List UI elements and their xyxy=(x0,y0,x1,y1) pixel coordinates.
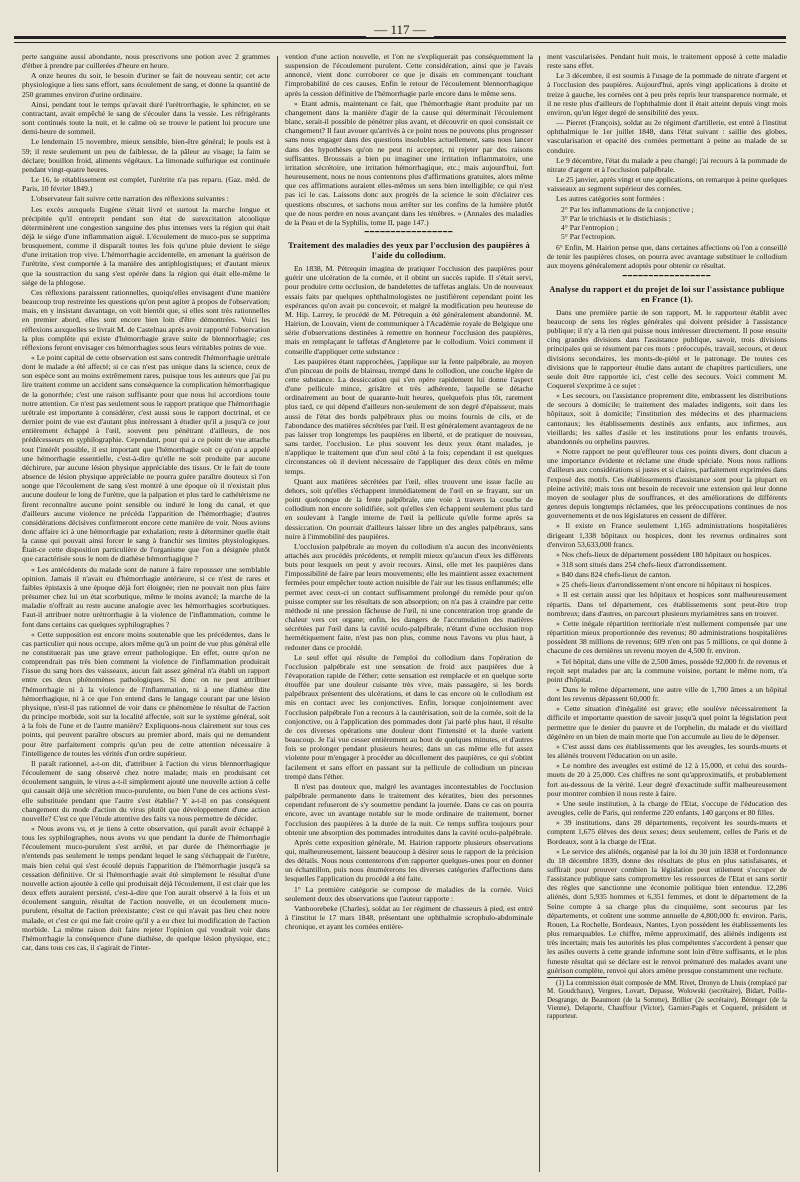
paragraph: » Cette situation d'inégalité est grave; elle soulève nécessairement la difficile et importante question de savoir jusqu'à quel point la législation peut permettre que le denier du pauvre et de l'orphelin, du malade et du vieillard dégénère en un bien de main morte que l'on accumule au lieu de le dépenser. xyxy=(547,704,787,741)
paragraph: perte sanguine aussi abondante, nous prescrivons une potion avec 2 grammes d'éther à prendre par cuillerées d'heure en heure. xyxy=(22,52,270,71)
paragraph: A onze heures du soir, le besoin d'uriner se fait de nouveau sentir; cet acte physiologique a lieu sans effort, sans écoulement de sang, et donne la quantité de 250 grammes environ d'urine ordinaire. xyxy=(22,71,270,99)
paragraph: En 1838, M. Pétrequin imagina de pratiquer l'occlusion des paupières pour guérir une ulcération de la cornée, et il obtint un succès rapide. Il s'était servi, pour produire cette occlusion, de bandelettes de taffetas anglais. Un de nouveaux essais faits par quelques ophthalmologistes ne justifièrent cependant point les espérances qu'on avait pu concevoir, et malgré la modification peu heureuse de M. Hip. Larrey, le procédé de M. Pétrequin a été généralement abandonné. M. Hairion, de Louvain, vient de communiquer à l'Académie royale de Belgique une série d'observations destinées à remettre en honneur l'occlusion des paupières, mais en remplaçant le taffetas d'Angleterre par le collodium. Voici comment il conseille d'appliquer cette substance : xyxy=(285,264,533,356)
paragraph: Le 25 janvier, après vingt et une applications, on remarque à peine quelques vaisseaux au segment supérieur des cornées. xyxy=(547,175,787,194)
footnote: (1) La commission était composée de MM. Rivet, Dronyn de Lhuis (remplacé par M. Goudchaux), Vergnes, Lovart, Depasse, Wolowski (secrétaire), Bidart, Poille-Desgrange, de Beaumont (de la Somme), Brillier (2e secrétaire), Bérenger (de la Vienne), Delaporte, Chauffour (Victor), Garnier-Pagès et Coquerel, président et rapporteur. xyxy=(547,978,787,1021)
page-number: — 117 — xyxy=(366,22,434,37)
list-item: 3° Par le trichiasis et le distichiasis ; xyxy=(561,213,671,223)
paragraph: Il n'est pas douteux que, malgré les avantages incontestables de l'occlusion palpébrale permanente dans le traitement des kératites, bien des personnes cependant refuseront de s'y soumettre pendant la journée. Dans ce cas on pourra encore, avec un avantage notable sur le mode ordinaire de traitement, borner l'occlusion des paupières à la durée de la nuit. Ce temps suffira toujours pour obtenir une absorption des pommades introduites dans la cavité oculo-palpébrale. xyxy=(285,781,533,837)
list-item: 4° Par l'entropion ; xyxy=(561,222,619,232)
paragraph: » 25 chefs-lieux d'arrondissement n'ont encore ni hôpitaux ni hospices. xyxy=(556,580,772,590)
paragraph: Quant aux matières sécrétées par l'œil, elles trouvent une issue facile au dehors, soit qu'elles s'échappent immédiatement de l'œil en se frayant, sur un point quelconque de la fente palpébrale, une voie à travers la couche de collodium non encore solidifiée, soit qu'elles s'en échappent seulement plus tard en soulevant à l'angle interne de l'œil la pellicule qu'elle forme après sa dessiccation. On pourrait d'ailleurs laisser libre un des angles palpébraux, sans nuire à l'immobilité des paupières. xyxy=(285,476,533,541)
paragraph: » 318 sont situés dans 254 chefs-lieux d'arrondissement. xyxy=(556,559,727,569)
section-separator: ━━━━━━━━━━━━━━━━━ xyxy=(622,271,712,280)
paragraph: L'observateur fait suivre cette narration des réflexions suivantes : xyxy=(31,194,229,204)
paragraph: » Il existe en France seulement 1,165 administrations hospitalières dirigeant 1,338 hôpitaux ou hospices, dont les revenus ordinaires sont d'environ 53,633,000 francs. xyxy=(547,521,787,549)
section-heading: Analyse du rapport et du projet de loi sur l'assistance publique en France (1). xyxy=(549,284,785,304)
column-1 xyxy=(22,52,270,953)
paragraph: » Une seule institution, à la charge de l'Etat, s'occupe de l'éducation des aveugles, celle de Paris, qui renferme 220 enfants, 140 garçons et 80 filles. xyxy=(547,798,787,818)
section-heading: Traitement des maladies des yeux par l'occlusion des paupières à l'aide du collodium. xyxy=(288,241,530,261)
paragraph: » Tel hôpital, dans une ville de 2,500 âmes, possède 92,000 fr. de revenus et reçoit sept malades par an; la commune voisine, portant le même nom, n'a point d'hôpital. xyxy=(547,656,787,684)
paragraph: » Etant admis, maintenant ce fait, que l'hémorrhagie étant produite par un changement dans la manière d'agir de la cause qui déterminait l'écoulement blanc, serait-il possible de pénétrer plus avant, et découvrir en quoi consistait ce changement? Il faut avouer qu'arrivés à ce point nous ne pouvons plus progresser sans nous engager dans des questions insolubles actuellement, sans nous lancer dans des hypothèses qu'on ne peut ni accepter, ni rejeter par des raisons suffisantes. Broussais a bien pu imaginer une irritation inflammatoire, une irritation sécrétoire, une irritation hémorrhagique, etc.; mais aujourd'hui, fort heureusement, nous ne nous contentons plus d'affirmations gratuites, alors même que ces affirmations auraient elles-mêmes un sens bien intelligible; ce qui n'est pas ici le cas. Laissons donc aux progrès de la science le soin d'éclairer ces questions obscures, et sachons nous arrêter sur les confins de la lumière plutôt que de nous perdre en nous avançant dans les ténèbres. » (Annales des maladies de la Peau et de la Syphilis, tome II, page 147.) xyxy=(285,98,533,227)
paragraph: Le lendemain 15 novembre, mieux sensible, bien-être général; le pouls est à 59; il reste seulement un peu de faiblesse, de la pâleur au visage; la faim se déclare; bouillon froid, aliments végétaux. La limonade sulfurique est continuée pendant vingt-quatre heures. xyxy=(22,137,270,174)
paragraph: ment vascularisées. Pendant huit mois, le traitement opposé à cette maladie reste sans effet. xyxy=(547,52,787,71)
paragraph: 1° La première catégorie se compose de maladies de la cornée. Voici seulement deux des observations que l'auteur rapporte : xyxy=(285,884,533,903)
paragraph: Les excès auxquels Eugène s'était livré et surtout la marche longue et précipitée qu'il entreprit pendant son état de surexcitation alcoolique déterminèrent une congestion sanguine des plus intenses vers la région qui était déjà le siége d'une inflammation aiguë. L'écoulement de muco-pus se supprima brusquement, comme il disparaît toutes les fois qu'une pluie devient le siége d'une irritation trop vive. L'hémorrhagie accidentelle, en amenant la guérison de l'urétrite, s'est comportée à la manière des antiphlogistiques; et d'autant mieux que la soustraction du sang s'est opérée dans la région qui était elle-même le siége de la phlogose. xyxy=(22,204,270,287)
section-separator: ━━━━━━━━━━━━━━━━━ xyxy=(364,227,454,236)
paragraph: 6° Enfin, M. Hairion pense que, dans certaines affections où l'on a conseillé de tenir les paupières closes, on pourra avec avantage substituer le collodium aux moyens généralement adoptés pour obtenir ce résultat. xyxy=(547,243,787,271)
paragraph: » Dans le même département, une autre ville de 1,700 âmes a un hôpital dont les revenus dépassent 60,000 fr. xyxy=(547,685,787,704)
paragraph: « Cette supposition est encore moins soutenable que les précédentes, dans le cas particulier qui nous occupe, alors même qu'à un point de vue plus général elle ne constituerait pas une grave erreur pathologique. En effet, outre qu'on ne comprendrait pas très bien comment la violence de l'inflammation produirait l'issue du sang hors des vaisseaux, aucun fait assez général n'a établi un rapport entre ces deux phénomènes pathologiques. Si donc on ne peut attribuer l'hémorrhagie ni à la violence de l'inflammation, ni à une diathèse dite hémorrhagique, ni à ce que l'on entend dans le langage courant par une lésion physique, n'est-il pas rationnel de voir dans ce phénomène le résultat de l'action du principe morbide, soit sur la localité affectée, soit sur le système général, soit à la fois de l'une et de l'autre manière? Expliquons-nous clairement sur tous ces points, qui peuvent paraître obscurs au premier abord, mais qui ne demandent pour être parfaitement compris qu'un peu de cette attention nécessaire à l'intelligence de toutes les vérités d'un ordre supérieur. xyxy=(22,629,270,758)
paragraph: — Pierret (François), soldat au 2e régiment d'artillerie, est entré à l'institut ophthalmique le 1er juillet 1848, dans l'état suivant : saillie des globes, vascularisation et opacité des cornées permettant à peine au malade de se conduire. xyxy=(547,118,787,155)
list-item: 5° Par l'ectropion. xyxy=(561,231,616,241)
paragraph: « Les antécédents du malade sont de nature à faire repousser une semblable opinion. Jamais il n'avait eu d'hémorrhagie antérieure, si ce n'est de rares et faibles épistaxis à une époque déjà fort éloignée; rien ne pouvait non plus faire présumer chez lui un état scorbutique, même le moins avancé; la marche de la maladie n'offrait au reste aucune analogie avec les hémorrhagies scorbutiques. Faut-il attribuer notre urétrorrhagie à la violence de l'inflammation, comme le font dans certains cas quelques syphilographes ? xyxy=(22,564,270,629)
paragraph: » Le service des aliénés, organisé par la loi du 30 juin 1838 et l'ordonnance du 18 décembre 1839, donne des résultats de plus en plus satisfaisants, et suffirait pour prouver combien la législation peut utilement s'occuper de l'assistance publique sans compromettre les ressources de l'Etat et sans sortir des règles que sanctionne une économie politique bien entendue. 12,286 aliénés, dont 5,935 hommes et 6,351 femmes, et dont le département de la Seine compte à sa charge plus du cinquième, sont secourus par les départements, et coûtent une somme annuelle de 4,800,000 fr. environ. Paris, Rouen, La Rochelle, Bordeaux, Nantes, Lyon possèdent les établissements les plus remarquables. Le chiffre, même approximatif, des aliénés indigents est très incertain; mais les autorités les plus compétentes s'accordent à penser que les asiles ouverts à cette grande infortune sont loin d'être suffisants, et le plus funeste résultat qui se déclare est le renvoi prématuré des malades avant une guérison complète, renvoi qui alors amène presque constamment une rechute. xyxy=(547,846,787,975)
column-divider xyxy=(277,56,278,1172)
footnote-rule xyxy=(547,977,607,978)
paragraph: Le 16, le rétablissement est complet, l'urétrite n'a pas reparu. (Gaz. méd. de Paris, 10 février 1849.) xyxy=(22,175,270,194)
paragraph: Ces réflexions paraissent rationnelles, quoiqu'elles envisagent d'une manière beaucoup trop restreinte les questions qu'on peut agiter à propos de l'observation; mais, en y insistant davantage, on voit bientôt que, si elles sont très rationnelles en premier abord, elles sont encore bien loin d'être démontrées. Voici les réflexions auxquelles se livrait M. de Castelnau après avoir rapporté l'observation la plus complète qui existe d'hémorrhagie grave suite de blennorrhagie; ces réflexions feront envisager ces hémorrhagies sous leurs véritables points de vue. xyxy=(22,287,270,352)
paragraph: « Nous avons vu, et je tiens à cette observation, qui paraît avoir échappé à tous les syphilographes, nous avons vu que pendant la durée de l'hémorrhagie l'écoulement muco-purulent s'est arrêté, et par durée de l'hémorrhagie je n'entends pas seulement le temps pendant lequel le sang s'échappait de l'urètre, mais bien celui qui s'est écoulé depuis l'apparition de l'hémorrhagie jusqu'à sa cessation définitive. Or si l'hémorrhagie avait été simplement le résultat d'une nouvelle action ajoutée à celle qui produisait déjà l'écoulement, il est clair que les deux effets auraient persisté, c'est-à-dire que l'on aurait observé à la fois et un écoulement sanguin, résultat de l'action nouvelle, et un écoulement muco-purulent, résultat de l'action préexistante; c'est ce qui n'avait pas lieu chez notre malade, et c'est ce qui me fait croire qu'il y a eu chez lui modification de l'action morbide. La même raison doit faire rejeter l'opinion qui voudrait voir dans l'hémorrhagie la conséquence d'une diathèse, de quelque lésion physique, etc.; car, dans tous ces cas, il s'agirait de l'inter- xyxy=(22,823,270,952)
column-2 xyxy=(285,52,533,932)
paragraph: Le 3 décembre, il est soumis à l'usage de la pommade de nitrate d'argent et à l'occlusion des paupières. Aujourd'hui, après vingt applications à droite et treize à gauche, les cornées ont à peu près repris leur transparence normale, et il ne reste plus d'ailleurs de l'ophthalmie dont il était atteint depuis vingt mois environ, qu'un léger degré de sensibilité des yeux. xyxy=(547,71,787,117)
paragraph: » C'est aussi dans ces établissements que les aveugles, les sourds-muets et les aliénés trouvent l'éducation ou un asile. xyxy=(547,741,787,761)
paragraph: Le seul effet qui résulte de l'emploi du collodium dans l'opération de l'occlusion palpébrale est une sensation de froid aux paupières due à l'évaporation rapide de l'éther; cette sensation est remplacée et en quelque sorte étouffée par une douleur cuisante très vive, mais passagère, si les bords palpébraux présentent des ulcérations, et dans le cas encore où le collodium est mis en contact avec les conjonctives. Enfin, lorsque conjointement avec l'occlusion palpébrale l'on a recours à la cautérisation, soit de la cornée, soit de la conjonctive, ou à l'application des pommades dont j'ai parlé plus haut, il résulte de ces diverses opérations une douleur dont l'intensité et la durée varient beaucoup. Je l'ai vue cesser entièrement au bout de quelques minutes, et d'autres fois se prolonger pendant plusieurs heures; dans un cas même elle fut assez violente pour m'engager à procéder au décollement des paupières, ce qui s'obtint facilement et sans effort en passant sur la pellicule de collodium un pinceau trempé dans l'éther. xyxy=(285,652,533,781)
category-list xyxy=(547,205,787,242)
paragraph: « Les secours, ou l'assistance proprement dite, embrassent les distributions de secours à domicile; le traitement des malades indigents, soit dans les hôpitaux, soit à domicile; l'institution des médecins et des pharmaciens cantonaux; les établissements destinés aux enfants, aux infirmes, aux vieillards; les salles d'asile et les institutions pour les enfants trouvés, abandonnés ou orphelins pauvres. xyxy=(547,391,787,446)
paragraph: Dans une première partie de son rapport, M. le rapporteur établit avec beaucoup de sens les règles générales qui doivent présider à l'assistance publique; il n'y a là rien qui puisse nous intéresser directement. Il pose ensuite cinq grandes divisions dans l'assistance publique, savoir, trois divisions principales qui se résument par ces mots : préoccupés, travail, secours, et deux divisions secondaires, les monts-de-piété et le patronage. De toutes ces divisions que le rapporteur étudie dans autant de chapitres particuliers, une seule doit être rapportée ici, c'est celle des secours. Voici comment M. Coquerel s'exprime à ce sujet : xyxy=(547,307,787,390)
header-rule-thin xyxy=(14,42,786,43)
paragraph: » Le nombre des aveugles est estimé de 12 à 15,000, et celui des sourds-muets de 20 à 25,000. Ces chiffres ne sont qu'approximatifs, et probablement fort au-dessous de la vérité. Leur degré d'exactitude suffit malheureusement pour montrer combien il nous reste à faire. xyxy=(547,761,787,798)
paragraph: L'occlusion palpébrale au moyen du collodium n'a aucun des inconvénients attachés aux procédés précédents, et remplit mieux qu'aucun d'eux les différents buts pour lesquels on peut y avoir recours. Ainsi, elle met les paupières dans l'impossibilité de faire par leurs mouvements; elle les maintient assez exactement fermées pour empêcher toute action nuisible de l'air sur les tissus enflammés; elle permet avec ceux-ci un contact suffisamment prolongé du remède pour qu'on puisse compter sur les résultats de son absorption; on n'a pas à craindre par cette méthode ni une pression fâcheuse de l'œil, ni une concentration trop grande de chaleur vers cet organe; enfin, les dangers de l'accumulation des matières sécrétées par l'œil dans la cavité oculo-palpébrale, n'étant d'une occlusion trop hermétiquement faite, n'est pas non plus, comme nous l'avons vu plus haut, à redouter dans ce procédé. xyxy=(285,541,533,652)
page-number-wrap xyxy=(0,22,800,38)
paragraph: » Il est certain aussi que les hôpitaux et hospices sont malheureusement répartis. Dans tel département, ces établissements sont peut-être trop nombreux; dans d'autres, on parcourt plusieurs myriamètres sans en trouver. xyxy=(547,590,787,618)
page-header xyxy=(0,6,800,50)
paragraph: « Le point capital de cette observation est sans contredit l'hémorrhagie urétrale dont le malade a été affecté; si ce cas n'est pas unique dans la science, ceux de son espèce sont au moins extrêmement rares, puisque tous les auteurs que j'ai pu lire traitent comme un accident sans conséquence la complication hémorrhagique de la gonorrhée; c'est une raison suffisante pour que nous lui accordions toute notre attention. Ce n'est pas seulement sous le rapport pratique que l'hémorrhagie urétrale est importante à considérer, c'est aussi sous le rapport doctrinal, et ce dernier point de vue est d'autant plus intéressant à étudier qu'il a jusqu'à ce jour entièrement échappé à l'œil, souvent peu pénétrant d'ailleurs, de nos prédécesseurs en syphilographie. Cependant, pour qui a ce point de vue attache tout l'intérêt possible, il est important que l'hémorrhagie soit ce qu'on a appelé une hémorrhagie essentielle, c'est-à-dire qu'elle ne soit produite par aucune déchirure, par aucune lésion physique appréciable des tissus. Or le fait de toute absence de lésion physique appréciable ne pourra guère paraître douteux si l'on songe que l'écoulement de sang s'est montré à une époque où il n'existait plus aucune douleur le long de l'urètre, que la palpation et plus tard le cathétérisme ne firent reconnaître aucune point sensible ou induré le long du canal, et que d'ailleurs aucune violence ne précéda l'apparition de l'hémorrhagie; d'autres considérations décisives confirmeront encore cette manière de voir. Nous avions donc affaire ici à une hémorrhagie par exhalation; reste à déterminer quelle était la cause qui pouvait ainsi forcer le sang à franchir ses limites physiologiques. Était-ce cette disposition particulière de l'organisme que l'on a désignée plutôt que caractérisée sous le nom de diathèse hémorrhagique ? xyxy=(22,353,271,564)
paragraph: Après cette exposition générale, M. Hairion rapporte plusieurs observations qui, malheureusement, laissent beaucoup à désirer sous le rapport de la précision des détails. Nous nous contenterons d'en rapporter quelques-unes pour en donner un échantillon, puis nous énumérerons les diverses catégories d'affections dans lesquelles l'application du procédé a été faite. xyxy=(285,837,533,884)
paragraph: » 39 institutions, dans 28 départements, reçoivent les sourds-muets et comptent 1,675 élèves des deux sexes; deux seulement, celles de Paris et de Bordeaux, sont à la charge de l'Etat. xyxy=(547,818,787,846)
paragraph: » Notre rapport ne peut qu'effleurer tous ces points divers, dont chacun a une importance évidente et réclame une étude spéciale. Nous nous rallions d'ailleurs aux considérations si justes et si claires, parfaitement exprimées dans l'exposé des motifs. Ces établissements d'assistance sont pour la plupart en pleine activité; mais tous ont besoin de recevoir une extension qui leur donne moyen de soulager plus de souffrances, et des améliorations de différents genres depuis longtemps réclamées, que les préoccupations continues de nos gouvernements et de nos législatures en cessent de différer. xyxy=(547,447,787,521)
list-item: 2° Par les inflammations de la conjonctive ; xyxy=(561,204,694,214)
paragraph: » Cette inégale répartition territoriale n'est nullement compensée par une répartition mieux proportionnée des revenus; 80 administrations hospitalières possèdent 38 millions de revenus; 609 n'en ont pas 5 millions, ce qui donne à chacune de ces dernières un revenu moyen de 4,500 fr. environ. xyxy=(547,618,787,656)
paragraph: Le 9 décembre, l'état du malade a peu changé; j'ai recours à la pommade de nitrate d'argent et à l'occlusion palpébrale. xyxy=(547,155,787,174)
paragraph: Il paraît rationnel, a-t-on dit, d'attribuer à l'action du virus blennorrhagique l'écoulement de sang observé chez notre malade; mais en produisant cet écoulement sanguin, le virus a-t-il simplement ajouté une nouvelle action à celle qui causait déjà une sécrétion muco-purulente, ou bien l'une de ces actions s'est-elle substituée pendant que l'autre s'est établie? Y a-t-il en pas conséquent changement du mode d'action du virus plutôt que développement d'une action nouvelle? C'est ce que l'étude attentive des faits va nous permettre de décider. xyxy=(22,758,270,823)
column-3 xyxy=(547,52,787,1022)
paragraph: » Nos chefs-lieux de département possèdent 180 hôpitaux ou hospices. xyxy=(556,549,772,559)
column-divider xyxy=(539,56,540,1172)
paragraph: Les autres catégories sont formées : xyxy=(556,194,665,204)
paragraph: Vanhoorebeke (Charles), soldat au 1er régiment de chasseurs à pied, est entré à l'institut le 17 mars 1848, présentant une ophthalmie scrophulo-abdominale chronique, et ayant les cornées entière- xyxy=(285,903,533,932)
paragraph: vention d'une action nouvelle, et l'on ne s'expliquerait pas conséquemment la suspension de l'écoulement purulent. Cette considération, ainsi que je l'avais annoncé, vient donc corroborer ce que je disais en commençant touchant l'improbabilité de ces causes. Enfin le retour de l'écoulement blennorrhagique après la cession définitive de l'hémorrhagie parle encore dans le même sens. xyxy=(285,52,533,98)
paragraph: » 840 dans 824 chefs-lieux de canton. xyxy=(556,570,671,580)
paragraph: Les paupières étant rapprochées, j'applique sur la fente palpébrale, au moyen d'un pinceau de poils de blaireau, trempé dans le collodion, une couche légère de cette substance. La dessiccation qui s'en opère rapidement lui donne l'aspect d'une pellicule mince, grisâtre et très adhérente, laquelle se détache ordinairement au bout de quarante-huit heures, quelquefois plus tôt, rarement plus tard, ce qui dépend d'ailleurs non-seulement de son degré d'épaisseur, mais aussi de l'état des bords palpébraux plus ou moins fournis de cils, et de l'abondance des matières sécrétées par l'œil. Il est généralement avantageux de ne pas laisser trop longtemps les paupières en liberté, et de pratiquer de nouveau, sans tarder, l'occlusion. Le plus souvent les deux yeux étant malades, je n'applique le traitement que d'un seul côté à la fois; cependant il est quelques circonstances où il devient nécessaire de l'appliquer des deux côtés en même temps. xyxy=(285,356,533,476)
paragraph: Ainsi, pendant tout le temps qu'avait duré l'urétrorrhagie, le sphincter, en se contractant, avait empêché le sang de s'écouler dans la vessie. Les réfrigérants sont continués toute la nuit, et le calme où se trouve le patient lui procure une demi-heure de sommeil. xyxy=(22,99,270,137)
